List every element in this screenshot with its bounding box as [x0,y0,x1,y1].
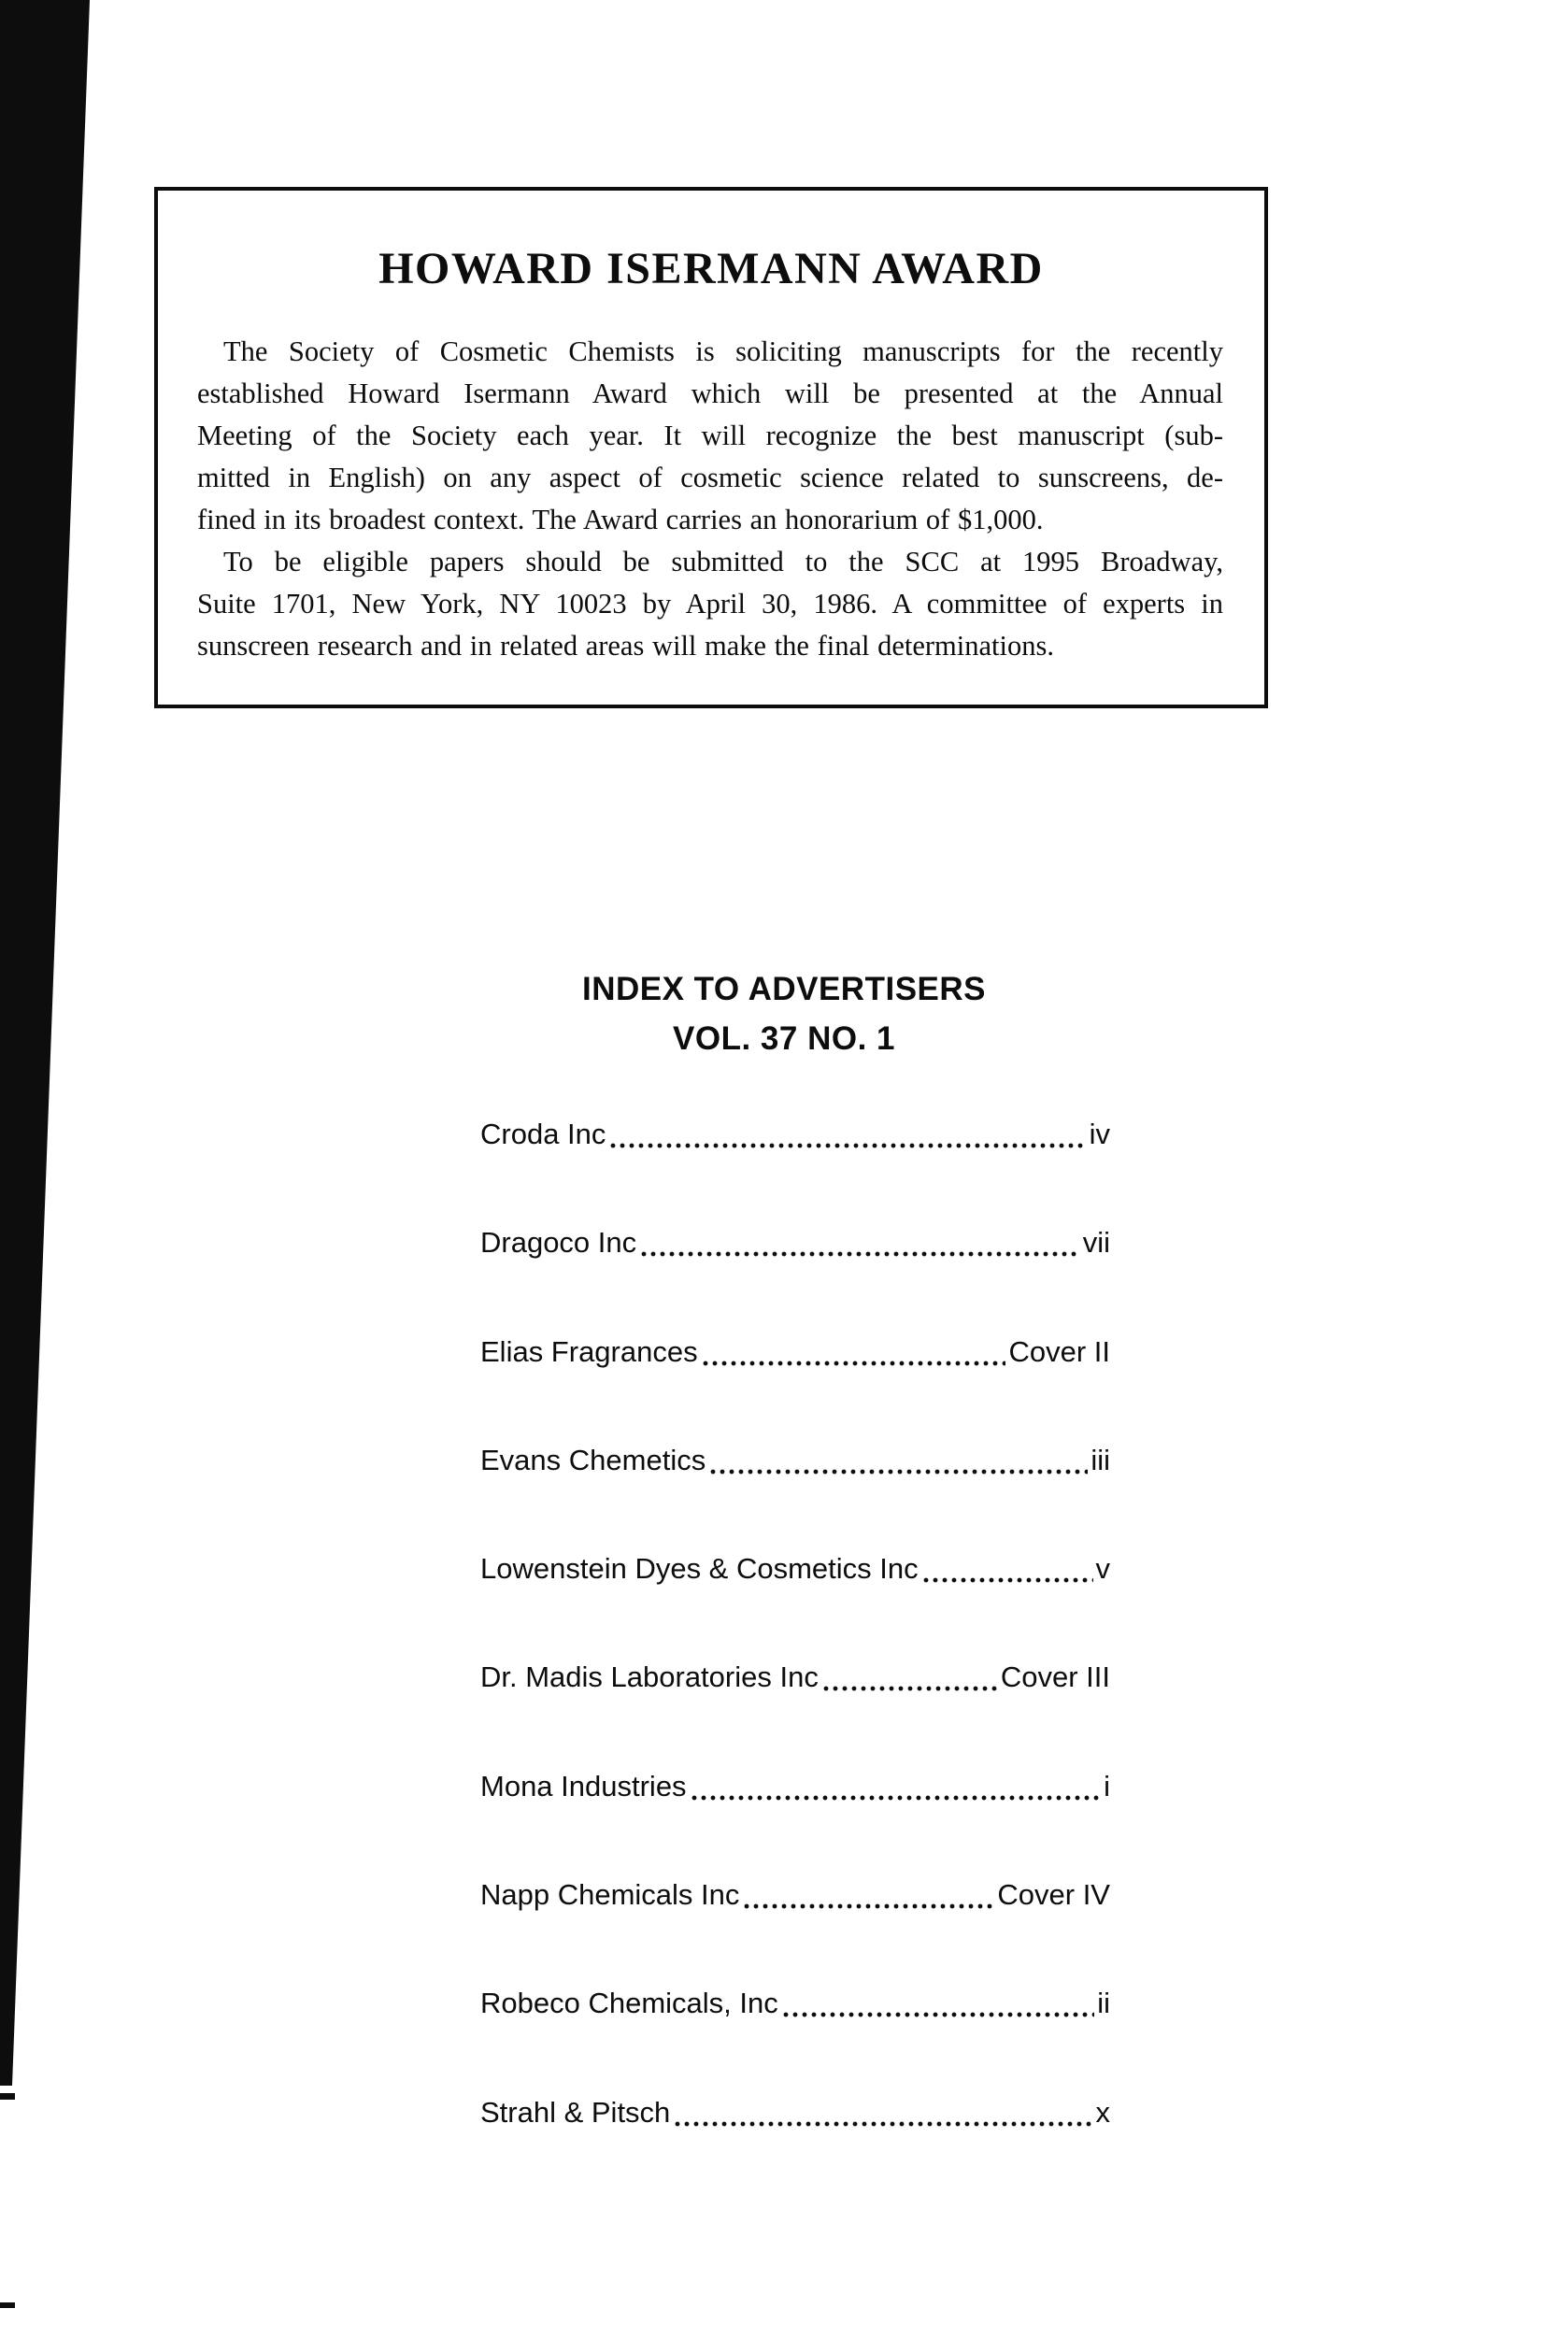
paragraph-line: Suite 1701, New York, NY 10023 by April 30, 1986. A committee of experts in [197,588,1223,620]
scan-dash-artifact [0,2302,15,2308]
paragraph-line: Meeting of the Society each year. It will recognize the best manuscript (sub- [197,420,1223,451]
award-body-text [197,331,1223,667]
paragraph-line: sunscreen research and in related areas will make the final determinations. [197,630,1054,662]
dotted-leader [779,1987,1094,2024]
advertiser-name: Napp Chemicals Inc [480,1878,740,1912]
advertiser-page-ref: iii [1090,1443,1110,1476]
advertiser-name: Strahl & Pitsch [480,2095,671,2129]
advertiser-name: Evans Chemetics [480,1443,706,1476]
advertiser-page-ref: x [1095,2095,1110,2129]
advertiser-row [480,1660,1110,1698]
scan-dash-artifact [0,2093,15,2100]
advertiser-name: Dragoco Inc [480,1226,637,1260]
advertiser-row [480,1444,1110,1481]
advertiser-page-ref: v [1095,1552,1110,1586]
paragraph-line: established Howard Isermann Award which will be presented at the Annual [197,378,1223,409]
dotted-leader [699,1335,1006,1373]
advertiser-row [480,1552,1110,1589]
advertiser-name: Dr. Madis Laboratories Inc [480,1660,819,1694]
award-title: HOWARD ISERMANN AWARD [378,244,1044,293]
advertiser-page-ref: ii [1097,1987,1110,2020]
dotted-leader [740,1878,994,1916]
advertiser-page-ref: Cover II [1008,1334,1110,1368]
dotted-leader [671,2096,1092,2133]
paragraph-line: The Society of Cosmetic Chemists is soliciting manuscripts for the recently [223,335,1223,367]
advertiser-row [480,1226,1110,1263]
advertiser-page-ref: Cover III [1000,1660,1110,1694]
index-heading-title: INDEX TO ADVERTISERS [581,971,987,1007]
advertiser-index-list [480,1118,1110,2204]
advertiser-page-ref: i [1104,1769,1110,1803]
advertiser-page-ref: vii [1082,1226,1110,1260]
advertiser-row [480,1770,1110,1807]
advertiser-row [480,1335,1110,1373]
advertiser-name: Robeco Chemicals, Inc [480,1987,778,2020]
advertiser-name: Croda Inc [480,1118,606,1150]
dotted-leader [706,1444,1088,1481]
award-notice-box [154,187,1268,708]
advertiser-row [480,1878,1110,1916]
advertiser-page-ref: Cover IV [997,1878,1110,1912]
advertiser-name: Elias Fragrances [480,1334,698,1368]
dotted-leader [637,1226,1080,1263]
paragraph-line: fined in its broadest context. The Award carries an honorarium of $1,000. [197,504,1044,535]
paragraph-line: mitted in English) on any aspect of cosmetic science related to sunscreens, de- [197,462,1223,493]
dotted-leader [820,1660,998,1698]
dotted-leader [606,1118,1086,1155]
index-heading [0,964,1568,1063]
advertiser-name: Mona Industries [480,1769,687,1803]
index-heading-volume: VOL. 37 NO. 1 [673,1020,895,1057]
advertiser-name: Lowenstein Dyes & Cosmetics Inc [480,1552,919,1586]
dotted-leader [919,1552,1093,1589]
dotted-leader [688,1770,1102,1807]
paragraph-line: To be eligible papers should be submitted to the SCC at 1995 Broadway, [223,546,1223,577]
advertiser-row [480,1987,1110,2024]
advertiser-row [480,1118,1110,1155]
advertiser-page-ref: iv [1089,1118,1110,1150]
advertiser-row [480,2096,1110,2133]
